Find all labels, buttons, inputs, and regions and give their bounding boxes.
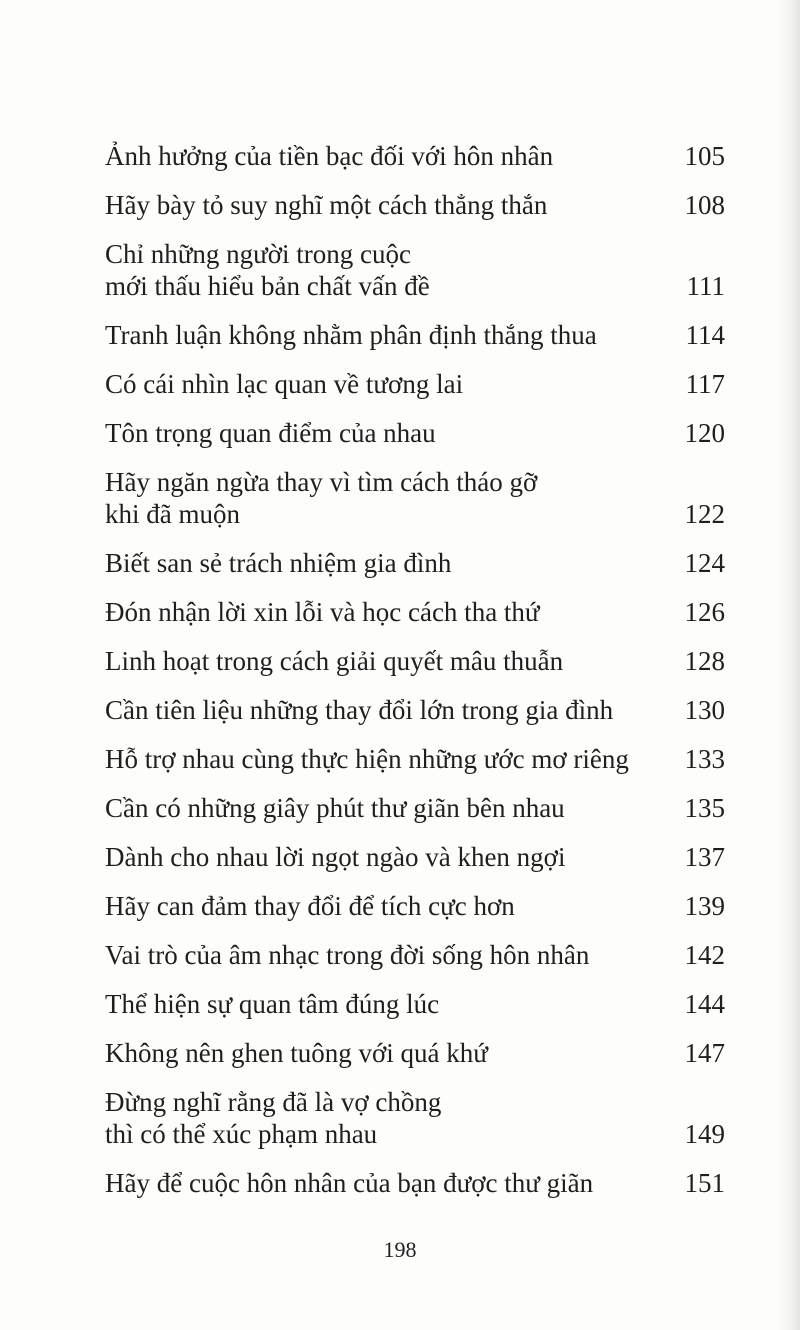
page-edge-shadow (776, 0, 800, 1330)
toc-entry-page-number: 147 (684, 1038, 725, 1068)
toc-entry-title-line: Đón nhận lời xin lỗi và học cách tha thứ (105, 597, 540, 627)
toc-entry-page-number: 111 (686, 271, 725, 301)
toc-entry-title-line: Ảnh hưởng của tiền bạc đối với hôn nhân (105, 141, 554, 171)
toc-entry (105, 596, 725, 628)
toc-entry-title (105, 743, 669, 775)
toc-entry-title-line: Hãy can đảm thay đổi để tích cực hơn (105, 891, 515, 921)
toc-entry-title-line: Hãy bày tỏ suy nghĩ một cách thẳng thắn (105, 190, 548, 220)
toc-entry (105, 238, 725, 302)
toc-entry-title (105, 694, 669, 726)
toc-entry-title-line: Cần có những giây phút thư giãn bên nhau (105, 793, 565, 823)
toc-entry-title-line: Dành cho nhau lời ngọt ngào và khen ngợi (105, 842, 566, 872)
toc-entry (105, 1086, 725, 1150)
toc-entry (105, 890, 725, 922)
table-of-contents (105, 140, 725, 1216)
toc-entry-title (105, 1086, 669, 1150)
toc-entry-title (105, 466, 669, 530)
toc-entry-title-line: Hỗ trợ nhau cùng thực hiện những ước mơ riêng (105, 744, 629, 774)
toc-entry-title-line: Biết san sẻ trách nhiệm gia đình (105, 548, 452, 578)
toc-entry (105, 1037, 725, 1069)
toc-entry-page-number: 122 (684, 499, 725, 529)
toc-entry (105, 988, 725, 1020)
toc-entry-title (105, 189, 669, 221)
toc-entry (105, 189, 725, 221)
toc-entry-title-line: Vai trò của âm nhạc trong đời sống hôn nhân (105, 940, 590, 970)
toc-entry (105, 368, 725, 400)
toc-entry (105, 939, 725, 971)
toc-entry-title-line: Cần tiên liệu những thay đổi lớn trong gia đình (105, 695, 614, 725)
toc-entry (105, 466, 725, 530)
toc-entry-title (105, 596, 669, 628)
toc-entry-title-line: Hãy ngăn ngừa thay vì tìm cách tháo gỡ (105, 467, 538, 497)
toc-entry-page-number: 135 (684, 793, 725, 823)
toc-entry-page-number: 137 (684, 842, 725, 872)
toc-entry-title (105, 988, 669, 1020)
toc-entry-page-number: 144 (684, 989, 725, 1019)
toc-entry (105, 1167, 725, 1199)
toc-entry-title-line: Tôn trọng quan điểm của nhau (105, 418, 436, 448)
toc-entry-title (105, 368, 669, 400)
toc-entry-title (105, 417, 669, 449)
toc-entry-title (105, 645, 669, 677)
toc-entry-title (105, 1037, 669, 1069)
toc-entry-title (105, 1167, 669, 1199)
toc-entry-title (105, 319, 669, 351)
toc-entry-title (105, 841, 669, 873)
toc-entry-page-number: 120 (684, 418, 725, 448)
toc-entry-page-number: 128 (684, 646, 725, 676)
toc-entry-title-line: Linh hoạt trong cách giải quyết mâu thuẫn (105, 646, 564, 676)
toc-entry-title-line: Chỉ những người trong cuộc (105, 239, 412, 269)
toc-entry-title (105, 238, 669, 302)
toc-entry-title (105, 939, 669, 971)
toc-entry-title-line: thì có thể xúc phạm nhau (105, 1119, 378, 1149)
toc-entry-page-number: 149 (684, 1119, 725, 1149)
toc-entry (105, 841, 725, 873)
toc-entry-title (105, 140, 669, 172)
toc-entry-title-line: Tranh luận không nhằm phân định thắng thua (105, 320, 597, 350)
toc-entry (105, 694, 725, 726)
page-number: 198 (383, 1237, 417, 1262)
toc-entry-page-number: 139 (684, 891, 725, 921)
toc-entry-page-number: 133 (684, 744, 725, 774)
toc-entry-page-number: 130 (684, 695, 725, 725)
toc-entry-title-line: Có cái nhìn lạc quan về tương lai (105, 369, 464, 399)
toc-entry-page-number: 114 (685, 320, 725, 350)
toc-entry (105, 319, 725, 351)
toc-entry-title (105, 547, 669, 579)
toc-entry (105, 417, 725, 449)
toc-entry-title (105, 890, 669, 922)
toc-entry (105, 140, 725, 172)
toc-entry-page-number: 151 (684, 1168, 725, 1198)
toc-entry-page-number: 126 (684, 597, 725, 627)
toc-entry-page-number: 105 (684, 141, 725, 171)
toc-entry (105, 743, 725, 775)
toc-entry-title (105, 792, 669, 824)
toc-entry (105, 792, 725, 824)
toc-entry-page-number: 108 (684, 190, 725, 220)
toc-entry-title-line: Thể hiện sự quan tâm đúng lúc (105, 989, 440, 1019)
toc-entry (105, 547, 725, 579)
toc-entry-page-number: 124 (684, 548, 725, 578)
toc-entry-title-line: Hãy để cuộc hôn nhân của bạn được thư giãn (105, 1168, 594, 1198)
toc-entry-title-line: mới thấu hiểu bản chất vấn đề (105, 271, 430, 301)
toc-entry-title-line: Đừng nghĩ rằng đã là vợ chồng (105, 1087, 442, 1117)
toc-entry-title-line: khi đã muộn (105, 499, 240, 529)
toc-entry (105, 645, 725, 677)
toc-entry-page-number: 142 (684, 940, 725, 970)
toc-entry-title-line: Không nên ghen tuông với quá khứ (105, 1038, 488, 1068)
toc-entry-page-number: 117 (685, 369, 725, 399)
